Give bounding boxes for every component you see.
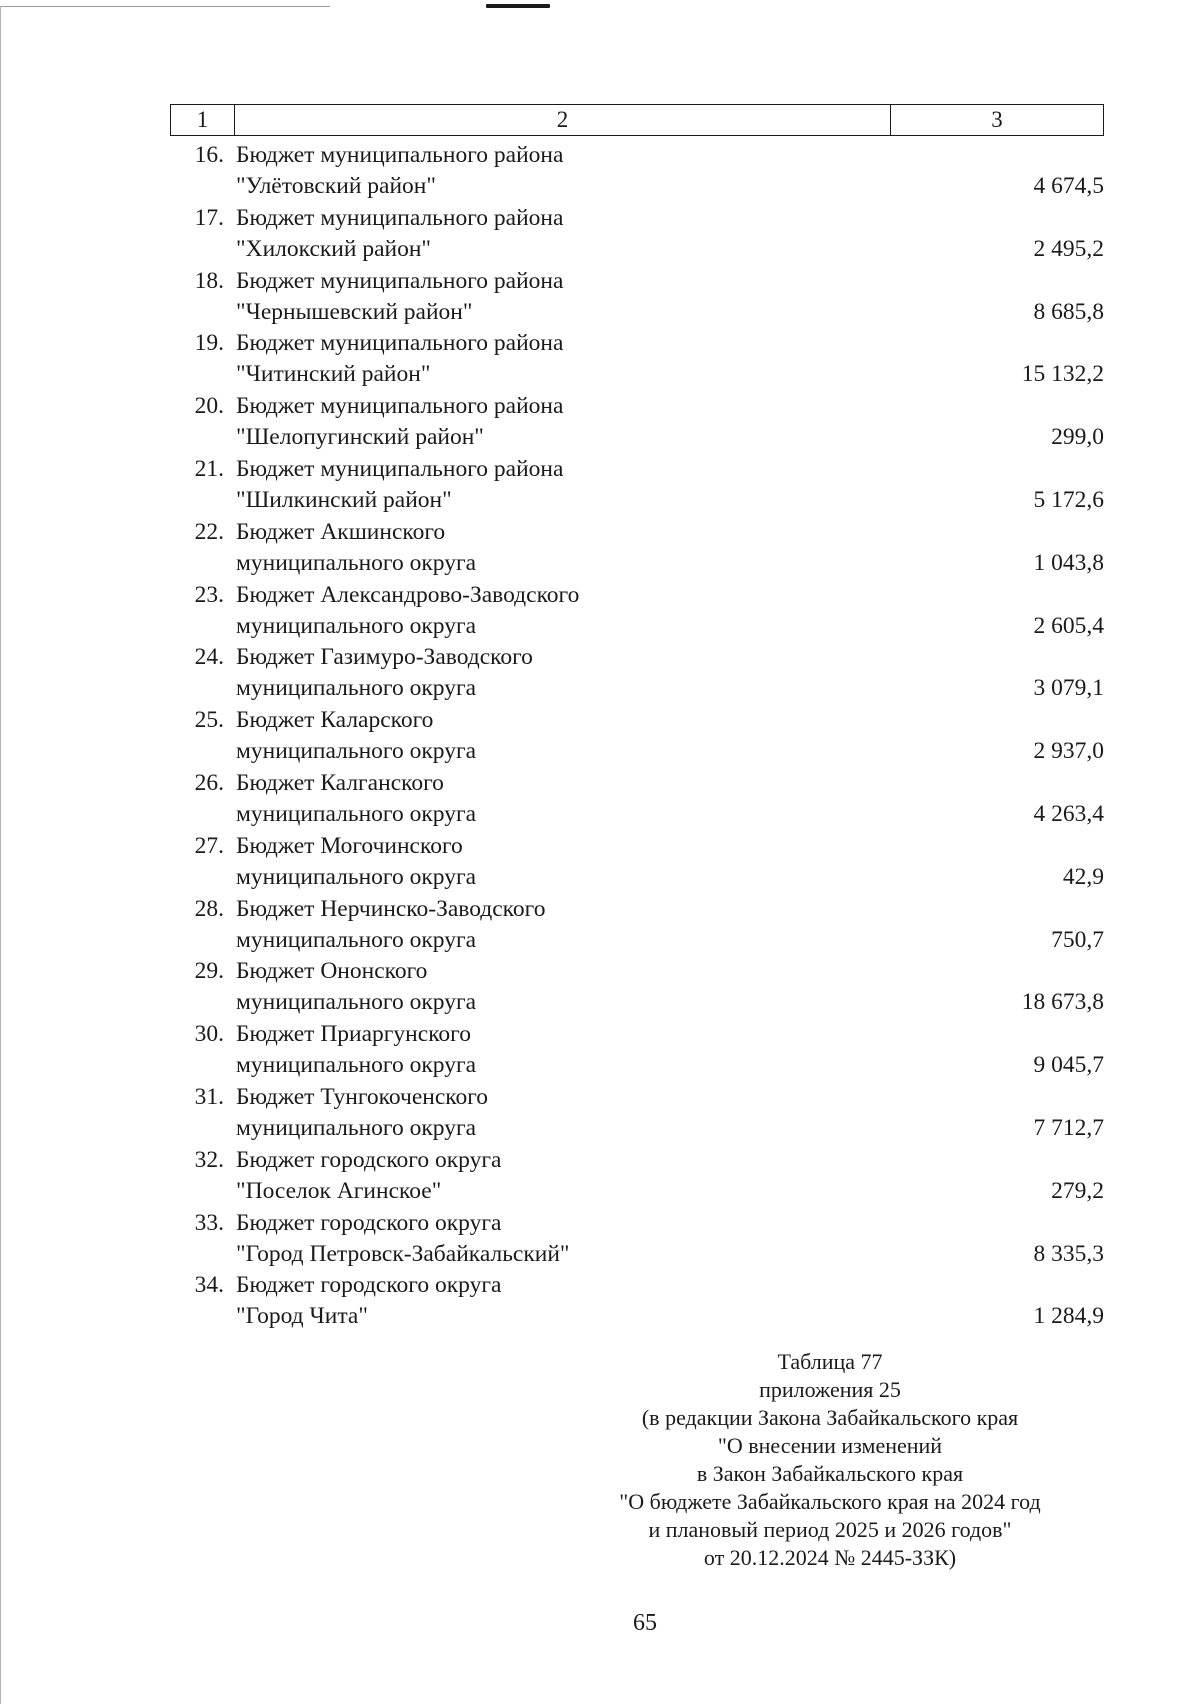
caption-line: "О бюджете Забайкальского края на 2024 год [619,1489,1041,1514]
row-name-line1: Бюджет муниципального района [236,330,564,357]
scan-edge-left [0,6,1,1704]
row-name-line1: Бюджет городского округа [236,1272,502,1299]
table-row [170,1208,1104,1271]
row-number: 24. [194,644,224,671]
row-number: 28. [194,895,224,922]
row-value: 2 495,2 [1033,235,1104,262]
caption-line: от 20.12.2024 № 2445-ЗЗК) [703,1545,957,1570]
row-number: 19. [194,330,224,357]
column-header-row [170,104,1104,136]
column-header-3: 3 [991,107,1003,132]
table-row [170,831,1104,894]
row-name-line2: муниципального округа [236,863,477,890]
row-number: 33. [194,1209,224,1236]
table-row [170,517,1104,580]
budget-table [170,140,1104,1333]
row-number: 31. [194,1083,224,1110]
row-name-line1: Бюджет Акшинского [236,518,446,545]
row-value: 8 335,3 [1033,1240,1104,1267]
row-name-line2: муниципального округа [236,926,477,953]
row-number: 22. [194,518,224,545]
page-number: 65 [633,1610,657,1636]
table-row [170,1082,1104,1145]
scan-mark [486,4,550,8]
caption-line: "О внесении изменений [717,1433,943,1458]
row-name-line1: Бюджет Тунгокоченского [236,1083,489,1110]
row-name-line1: Бюджет Ононского [236,958,428,985]
row-name-line2: "Город Петровск-Забайкальский" [236,1240,570,1267]
table-row [170,642,1104,705]
caption-line: в Закон Забайкальского края [696,1461,964,1486]
row-number: 21. [194,455,224,482]
row-name-line1: Бюджет муниципального района [236,267,564,294]
table-row [170,266,1104,329]
row-value: 2 605,4 [1033,612,1104,639]
caption-line: и плановый период 2025 и 2026 годов" [648,1517,1012,1542]
table-row [170,705,1104,768]
table-row [170,140,1104,203]
row-name-line1: Бюджет муниципального района [236,393,564,420]
row-value: 15 132,2 [1021,361,1104,388]
row-name-line1: Бюджет Каларского [236,707,434,734]
row-value: 299,0 [1051,424,1104,451]
row-value: 7 712,7 [1033,1114,1104,1141]
row-value: 750,7 [1051,926,1104,953]
caption-line: приложения 25 [759,1377,901,1402]
row-name-line1: Бюджет городского округа [236,1146,502,1173]
row-number: 32. [194,1146,224,1173]
row-number: 16. [194,142,224,168]
table-row [170,956,1104,1019]
row-name-line1: Бюджет Могочинского [236,832,463,859]
caption-line: (в редакции Закона Забайкальского края [641,1405,1019,1430]
row-name-line1: Бюджет муниципального района [236,204,564,231]
row-name-line2: "Поселок Агинское" [236,1177,442,1204]
row-value: 42,9 [1062,863,1104,890]
row-name-line1: Бюджет муниципального района [236,142,564,168]
row-name-line1: Бюджет Приаргунского [236,1021,471,1048]
row-value: 2 937,0 [1033,738,1104,765]
row-number: 30. [194,1021,224,1048]
table-row [170,328,1104,391]
row-value: 9 045,7 [1033,1052,1104,1079]
row-value: 279,2 [1051,1177,1104,1204]
caption-line: Таблица 77 [777,1349,883,1374]
scan-edge-top [0,6,330,7]
table-caption [560,1348,1100,1572]
row-number: 25. [194,707,224,734]
row-value: 1 043,8 [1033,549,1104,576]
row-name-line2: муниципального округа [236,738,477,765]
row-number: 20. [194,393,224,420]
row-number: 23. [194,581,224,608]
table-row [170,391,1104,454]
row-name-line1: Бюджет городского округа [236,1209,502,1236]
row-number: 29. [194,958,224,985]
table-row [170,1019,1104,1082]
row-name-line1: Бюджет Калганского [236,769,444,796]
row-name-line2: муниципального округа [236,1114,477,1141]
row-value: 8 685,8 [1033,298,1104,325]
row-value: 18 673,8 [1021,989,1104,1016]
table-row [170,203,1104,266]
table-row [170,768,1104,831]
table-row [170,580,1104,643]
row-name-line1: Бюджет Газимуро-Заводского [236,644,533,671]
row-name-line1: Бюджет Александрово-Заводского [236,581,580,608]
row-name-line2: "Шилкинский район" [236,486,452,513]
row-name-line1: Бюджет Нерчинско-Заводского [236,895,546,922]
row-name-line2: муниципального округа [236,549,477,576]
row-name-line2: муниципального округа [236,675,477,702]
row-name-line2: муниципального округа [236,800,477,827]
row-name-line2: "Город Чита" [236,1303,368,1330]
row-name-line2: "Читинский район" [236,361,431,388]
table-row [170,454,1104,517]
row-name-line2: "Чернышевский район" [236,298,473,325]
row-value: 3 079,1 [1033,675,1104,702]
row-number: 27. [194,832,224,859]
row-value: 5 172,6 [1033,486,1104,513]
row-name-line2: муниципального округа [236,989,477,1016]
row-number: 26. [194,769,224,796]
row-number: 17. [194,204,224,231]
row-name-line1: Бюджет муниципального района [236,455,564,482]
row-name-line2: "Улётовский район" [236,173,436,199]
row-name-line2: муниципального округа [236,1052,477,1079]
row-number: 18. [194,267,224,294]
table-row [170,1145,1104,1208]
column-header-1: 1 [171,105,235,135]
table-row [170,894,1104,957]
row-name-line2: "Шелопугинский район" [236,424,484,451]
row-value: 4 674,5 [1033,173,1104,199]
row-name-line2: муниципального округа [236,612,477,639]
row-number: 34. [194,1272,224,1299]
row-value: 4 263,4 [1033,800,1104,827]
table-row [170,1270,1104,1333]
column-header-2: 2 [235,105,891,135]
row-name-line2: "Хилокский район" [236,235,431,262]
row-value: 1 284,9 [1033,1303,1104,1330]
